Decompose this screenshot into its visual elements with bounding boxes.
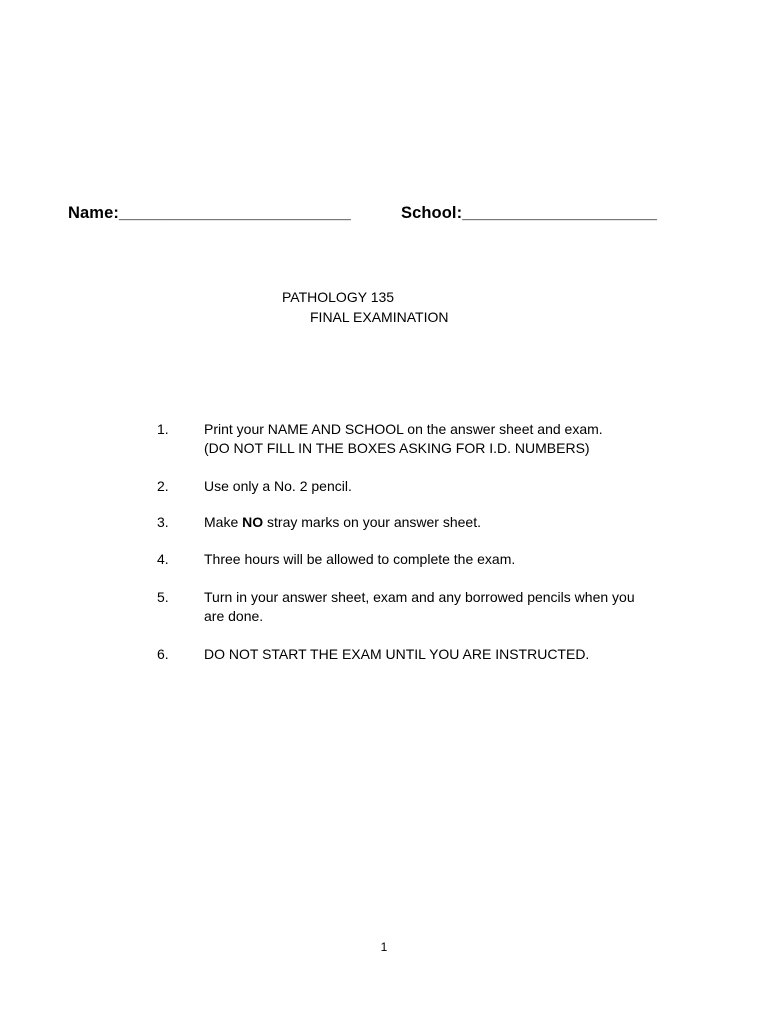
instruction-line: (DO NOT FILL IN THE BOXES ASKING FOR I.D. NUMBERS) <box>204 440 590 456</box>
instruction-line <box>204 513 684 532</box>
instruction-line: Three hours will be allowed to complete the exam. <box>204 551 516 567</box>
course-title: PATHOLOGY 135 <box>282 289 395 305</box>
instruction-number: 6. <box>157 646 169 662</box>
school-field-label: School:_____________________ <box>401 204 658 222</box>
page-number <box>0 940 770 954</box>
instruction-text <box>204 477 684 496</box>
instruction-line: Turn in your answer sheet, exam and any borrowed pencils when you <box>204 589 635 605</box>
instruction-line: are done. <box>204 608 264 624</box>
instruction-text <box>204 420 684 458</box>
page-number-text: 1 <box>380 940 388 954</box>
instruction-emphasis: NO <box>242 514 264 530</box>
instruction-number: 2. <box>157 478 169 494</box>
instruction-text <box>204 588 684 626</box>
instruction-text <box>204 645 684 664</box>
instruction-text <box>204 550 684 569</box>
name-field-label: Name:_________________________ <box>68 204 351 222</box>
instruction-text <box>204 513 684 532</box>
instruction-prefix: Make <box>204 514 243 530</box>
instruction-number: 5. <box>157 589 169 605</box>
instruction-number: 4. <box>157 551 169 567</box>
exam-title: FINAL EXAMINATION <box>310 309 449 325</box>
instruction-suffix: stray marks on your answer sheet. <box>263 514 481 530</box>
instruction-line: DO NOT START THE EXAM UNTIL YOU ARE INSTRUCTED. <box>204 646 590 662</box>
instruction-number: 3. <box>157 514 169 530</box>
instruction-line: Print your NAME AND SCHOOL on the answer sheet and exam. <box>204 421 603 437</box>
instruction-number: 1. <box>157 421 169 437</box>
instruction-line: Use only a No. 2 pencil. <box>204 478 352 494</box>
